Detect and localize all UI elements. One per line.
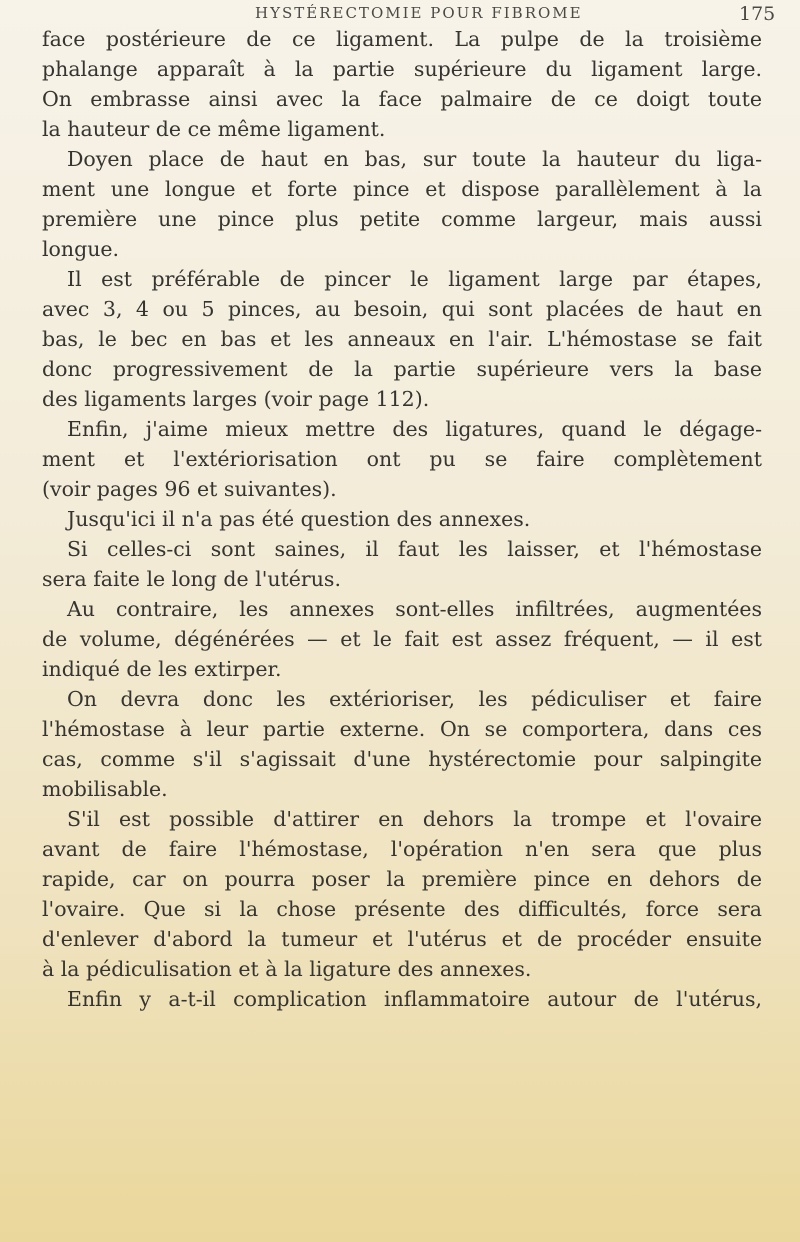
text-line: cas, comme s'il s'agissait d'une hystérectomie pour salpingite — [42, 747, 762, 771]
text-line: Il est préférable de pincer le ligament large par étapes, — [67, 267, 762, 291]
text-line: des ligaments larges (voir page 112). — [42, 387, 430, 411]
text-line: avec 3, 4 ou 5 pinces, au besoin, qui sont placées de haut en — [42, 297, 762, 321]
text-line: première une pince plus petite comme largeur, mais aussi — [42, 207, 762, 231]
text-line: S'il est possible d'attirer en dehors la trompe et l'ovaire — [67, 807, 762, 831]
text-line: l'hémostase à leur partie externe. On se comportera, dans ces — [42, 717, 762, 741]
text-line: bas, le bec en bas et les anneaux en l'air. L'hémostase se fait — [42, 327, 762, 351]
text-line: d'enlever d'abord la tumeur et l'utérus et de procéder ensuite — [42, 927, 762, 951]
text-line: de volume, dégénérées — et le fait est assez fréquent, — il est — [42, 627, 762, 651]
text-line: donc progressivement de la partie supérieure vers la base — [42, 357, 762, 381]
text-line: indiqué de les extirper. — [42, 657, 282, 681]
text-line: sera faite le long de l'utérus. — [42, 567, 341, 591]
text-line: On devra donc les extérioriser, les pédiculiser et faire — [67, 687, 762, 711]
text-line: l'ovaire. Que si la chose présente des difficultés, force sera — [42, 897, 762, 921]
text-line: mobilisable. — [42, 777, 168, 801]
page-number: 175 — [739, 3, 776, 25]
text-line: la hauteur de ce même ligament. — [42, 117, 386, 141]
text-line: Au contraire, les annexes sont-elles infiltrées, augmentées — [67, 597, 762, 621]
text-line: (voir pages 96 et suivantes). — [42, 477, 337, 501]
text-line: à la pédiculisation et à la ligature des annexes. — [42, 957, 532, 981]
text-line: Doyen place de haut en bas, sur toute la hauteur du liga- — [67, 147, 762, 171]
text-line: On embrasse ainsi avec la face palmaire de ce doigt toute — [42, 87, 762, 111]
text-line: ment et l'extériorisation ont pu se faire complètement — [42, 447, 762, 471]
text-line: Enfin y a-t-il complication inflammatoire autour de l'utérus, — [67, 987, 762, 1011]
text-line: Enfin, j'aime mieux mettre des ligatures, quand le dégage- — [67, 417, 762, 441]
text-line: rapide, car on pourra poser la première pince en dehors de — [42, 867, 762, 891]
running-title: HYSTÉRECTOMIE POUR FIBROME — [255, 4, 583, 22]
text-line: face postérieure de ce ligament. La pulpe de la troisième — [42, 27, 762, 51]
text-line: phalange apparaît à la partie supérieure du ligament large. — [42, 57, 762, 81]
text-line: Si celles-ci sont saines, il faut les laisser, et l'hémostase — [67, 537, 762, 561]
text-line: longue. — [42, 237, 120, 261]
text-line: ment une longue et forte pince et dispose parallèlement à la — [42, 177, 762, 201]
text-line: avant de faire l'hémostase, l'opération n'en sera que plus — [42, 837, 762, 861]
text-line: Jusqu'ici il n'a pas été question des annexes. — [67, 507, 531, 531]
